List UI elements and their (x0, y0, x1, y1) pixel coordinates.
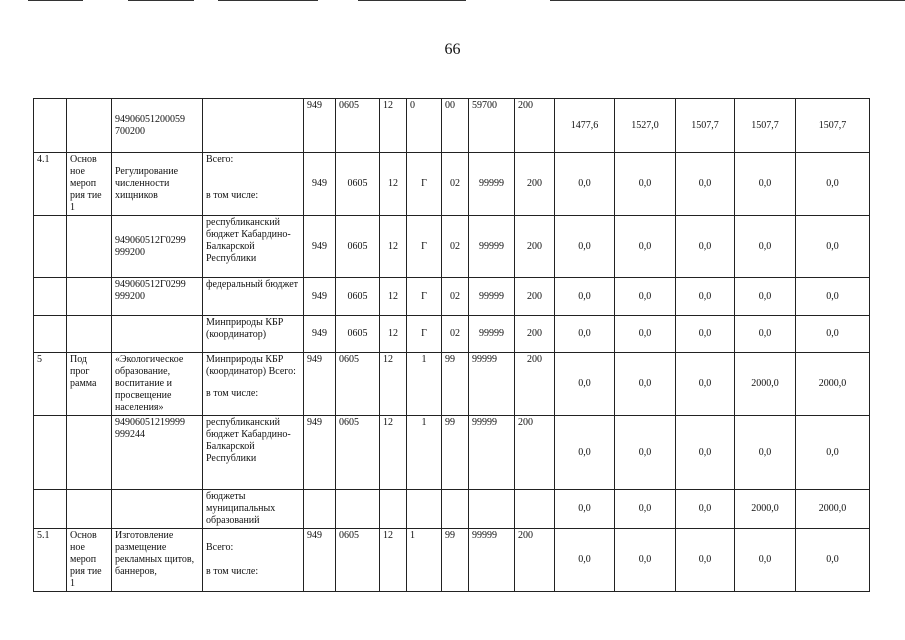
expense-type-cell: 200 (515, 416, 555, 490)
scan-top-rule-2 (128, 0, 194, 1)
event-code-cell: 02 (442, 316, 469, 353)
expense-type-cell (515, 490, 555, 529)
budget-code-cell: 949060512Г0299 999200 (112, 278, 203, 316)
budget-code-cell: 949060512Г0299 999200 (112, 216, 203, 278)
scan-top-rule-5 (550, 0, 905, 1)
subprogram-code-cell: Г (407, 316, 442, 353)
funding-source-cell (203, 353, 304, 416)
direction-code-cell: 99999 (469, 416, 515, 490)
direction-code-cell: 99999 (469, 353, 515, 416)
direction-code-cell (469, 490, 515, 529)
year-1-value-cell: 0,0 (555, 490, 615, 529)
row-number-cell (34, 490, 67, 529)
year-5-value-cell: 0,0 (796, 216, 870, 278)
year-4-value-cell: 0,0 (735, 316, 796, 353)
year-2-value-cell: 0,0 (615, 278, 676, 316)
spacer (206, 166, 300, 190)
subprogram-code-cell: 1 (407, 416, 442, 490)
year-5-value-cell: 2000,0 (796, 490, 870, 529)
event-code-cell: 02 (442, 216, 469, 278)
section-code-cell: 0605 (336, 353, 380, 416)
year-5-value-cell: 1507,7 (796, 99, 870, 153)
table-row (34, 416, 870, 490)
event-code-cell: 99 (442, 416, 469, 490)
year-1-value-cell: 0,0 (555, 529, 615, 592)
year-5-value-cell: 0,0 (796, 529, 870, 592)
expense-type-cell: 200 (515, 99, 555, 153)
table-row (34, 216, 870, 278)
row-type-cell (67, 490, 112, 529)
year-4-value-cell: 0,0 (735, 153, 796, 216)
grbs-code-cell: 949 (304, 216, 336, 278)
source-including-label: в том числе: (206, 566, 259, 577)
event-code-cell: 02 (442, 278, 469, 316)
section-code-cell: 0605 (336, 216, 380, 278)
funding-source-cell: Минприроды КБР (координатор) (203, 316, 304, 353)
scan-top-rule-3 (218, 0, 318, 1)
spacer (206, 554, 300, 566)
program-code-cell: 12 (380, 316, 407, 353)
table-row (34, 316, 870, 353)
year-2-value-cell: 0,0 (615, 529, 676, 592)
funding-source-cell (203, 99, 304, 153)
year-3-value-cell: 0,0 (676, 316, 735, 353)
year-2-value-cell: 0,0 (615, 153, 676, 216)
row-type-cell: Основ ное мероп рия тие 1 (67, 529, 112, 592)
program-code-cell: 12 (380, 353, 407, 416)
table-row (34, 353, 870, 416)
page-number: 66 (444, 41, 461, 58)
table-row (34, 99, 870, 153)
budget-code-cell (112, 490, 203, 529)
source-total-label: Минприроды КБР (координатор) Всего: (206, 354, 296, 377)
row-number-cell: 5 (34, 353, 67, 416)
subprogram-code-cell: 1 (407, 353, 442, 416)
grbs-code-cell: 949 (304, 99, 336, 153)
year-1-value-cell: 1477,6 (555, 99, 615, 153)
year-3-value-cell: 0,0 (676, 153, 735, 216)
spacer (206, 530, 300, 542)
year-1-value-cell: 0,0 (555, 316, 615, 353)
year-4-value-cell: 0,0 (735, 529, 796, 592)
event-name-cell: Изготовление размещение рекламных щитов, баннеров, (112, 529, 203, 592)
grbs-code-cell: 949 (304, 353, 336, 416)
row-number-cell (34, 278, 67, 316)
section-code-cell: 0605 (336, 153, 380, 216)
row-number-cell (34, 416, 67, 490)
program-code-cell: 12 (380, 216, 407, 278)
year-4-value-cell: 0,0 (735, 278, 796, 316)
grbs-code-cell: 949 (304, 316, 336, 353)
direction-code-cell: 99999 (469, 316, 515, 353)
subprogram-code-cell: 0 (407, 99, 442, 153)
year-1-value-cell: 0,0 (555, 153, 615, 216)
direction-code-cell: 99999 (469, 278, 515, 316)
row-number-cell: 4.1 (34, 153, 67, 216)
program-code-cell (380, 490, 407, 529)
expense-type-cell: 200 (515, 353, 555, 416)
grbs-code-cell (304, 490, 336, 529)
scan-top-rule-1 (28, 0, 83, 1)
year-1-value-cell: 0,0 (555, 416, 615, 490)
expense-type-cell: 200 (515, 216, 555, 278)
direction-code-cell: 99999 (469, 153, 515, 216)
funding-source-cell (203, 529, 304, 592)
row-type-cell (67, 216, 112, 278)
source-total-label: Всего: (206, 542, 234, 553)
row-number-cell (34, 216, 67, 278)
expense-type-cell: 200 (515, 153, 555, 216)
subprogram-code-cell: Г (407, 278, 442, 316)
section-code-cell: 0605 (336, 316, 380, 353)
year-5-value-cell: 2000,0 (796, 353, 870, 416)
year-2-value-cell: 0,0 (615, 490, 676, 529)
budget-code-cell: 94906051200059 700200 (112, 99, 203, 153)
program-code-cell: 12 (380, 99, 407, 153)
year-5-value-cell: 0,0 (796, 278, 870, 316)
row-number-cell: 5.1 (34, 529, 67, 592)
row-type-cell: Под прог рамма (67, 353, 112, 416)
section-code-cell: 0605 (336, 529, 380, 592)
event-name-cell: Регулирование численности хищников (112, 153, 203, 216)
year-3-value-cell: 0,0 (676, 353, 735, 416)
source-total-label: Всего: (206, 154, 234, 165)
year-1-value-cell: 0,0 (555, 278, 615, 316)
section-code-cell: 0605 (336, 416, 380, 490)
scan-top-rule-4 (358, 0, 466, 1)
event-code-cell: 99 (442, 353, 469, 416)
year-3-value-cell: 0,0 (676, 416, 735, 490)
grbs-code-cell: 949 (304, 278, 336, 316)
year-3-value-cell: 0,0 (676, 529, 735, 592)
grbs-code-cell: 949 (304, 416, 336, 490)
subprogram-code-cell: Г (407, 153, 442, 216)
direction-code-cell: 59700 (469, 99, 515, 153)
subprogram-code-cell: 1 (407, 529, 442, 592)
table-row (34, 278, 870, 316)
row-type-cell: Основ ное мероп рия тие 1 (67, 153, 112, 216)
year-5-value-cell: 0,0 (796, 316, 870, 353)
program-code-cell: 12 (380, 153, 407, 216)
spacer (206, 378, 300, 388)
row-number-cell (34, 316, 67, 353)
year-4-value-cell: 2000,0 (735, 490, 796, 529)
row-number-cell (34, 99, 67, 153)
program-code-cell: 12 (380, 416, 407, 490)
funding-source-cell: республиканский бюджет Кабардино-Балкарской Республики (203, 216, 304, 278)
year-4-value-cell: 0,0 (735, 416, 796, 490)
year-4-value-cell: 1507,7 (735, 99, 796, 153)
program-code-cell: 12 (380, 529, 407, 592)
expense-type-cell: 200 (515, 278, 555, 316)
year-5-value-cell: 0,0 (796, 153, 870, 216)
subprogram-code-cell (407, 490, 442, 529)
year-3-value-cell: 0,0 (676, 216, 735, 278)
funding-source-cell: республиканский бюджет Кабардино-Балкарской Республики (203, 416, 304, 490)
subprogram-name-cell: «Экологическое образование, воспитание и просвещение населения» (112, 353, 203, 416)
direction-code-cell: 99999 (469, 529, 515, 592)
row-type-cell (67, 99, 112, 153)
funding-source-cell: федеральный бюджет (203, 278, 304, 316)
grbs-code-cell: 949 (304, 529, 336, 592)
table-row (34, 153, 870, 216)
table-row (34, 529, 870, 592)
funding-source-cell: бюджеты муниципальных образований (203, 490, 304, 529)
year-3-value-cell: 0,0 (676, 278, 735, 316)
budget-code-cell: 94906051219999 999244 (112, 416, 203, 490)
year-3-value-cell: 1507,7 (676, 99, 735, 153)
source-including-label: в том числе: (206, 190, 259, 201)
row-type-cell (67, 278, 112, 316)
section-code-cell (336, 490, 380, 529)
expense-type-cell: 200 (515, 529, 555, 592)
year-2-value-cell: 0,0 (615, 416, 676, 490)
subprogram-code-cell: Г (407, 216, 442, 278)
year-1-value-cell: 0,0 (555, 216, 615, 278)
year-4-value-cell: 2000,0 (735, 353, 796, 416)
program-code-cell: 12 (380, 278, 407, 316)
year-2-value-cell: 1527,0 (615, 99, 676, 153)
row-type-cell (67, 316, 112, 353)
event-code-cell: 99 (442, 529, 469, 592)
budget-code-cell (112, 316, 203, 353)
year-2-value-cell: 0,0 (615, 316, 676, 353)
year-3-value-cell: 0,0 (676, 490, 735, 529)
budget-table (33, 98, 870, 592)
section-code-cell: 0605 (336, 278, 380, 316)
event-code-cell: 00 (442, 99, 469, 153)
section-code-cell: 0605 (336, 99, 380, 153)
year-4-value-cell: 0,0 (735, 216, 796, 278)
year-1-value-cell: 0,0 (555, 353, 615, 416)
grbs-code-cell: 949 (304, 153, 336, 216)
year-5-value-cell: 0,0 (796, 416, 870, 490)
year-2-value-cell: 0,0 (615, 216, 676, 278)
table-row (34, 490, 870, 529)
year-2-value-cell: 0,0 (615, 353, 676, 416)
expense-type-cell: 200 (515, 316, 555, 353)
event-code-cell (442, 490, 469, 529)
funding-source-cell (203, 153, 304, 216)
source-including-label: в том числе: (206, 388, 259, 399)
direction-code-cell: 99999 (469, 216, 515, 278)
row-type-cell (67, 416, 112, 490)
event-code-cell: 02 (442, 153, 469, 216)
